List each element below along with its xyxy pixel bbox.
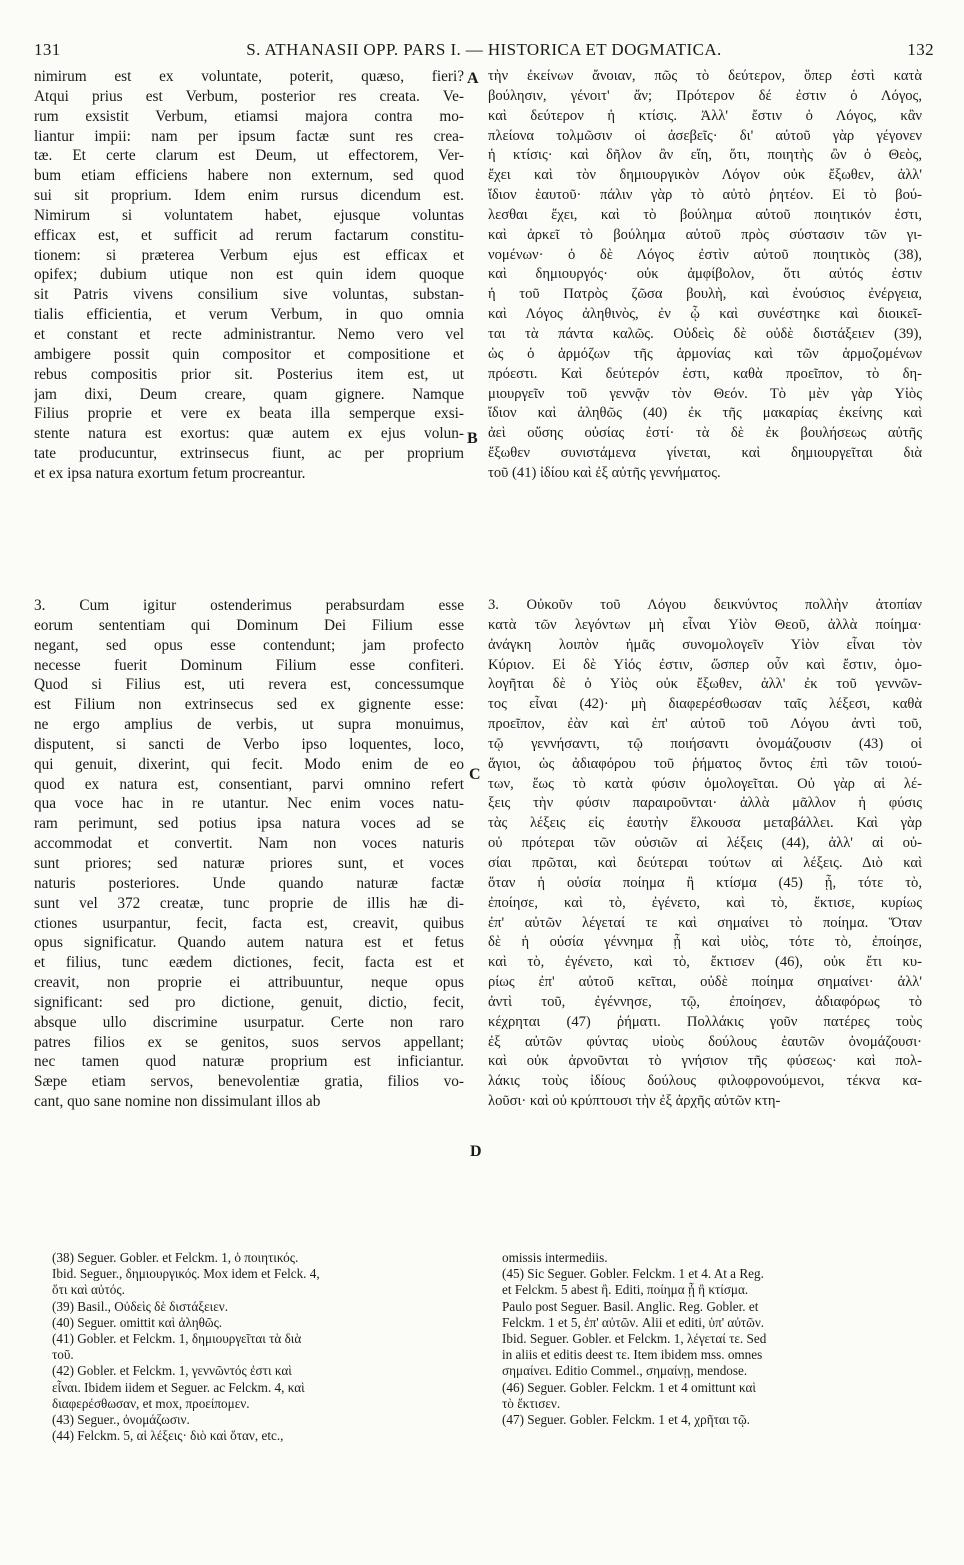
text-line: est Filium non extrinsecus sed ex gignente esse:: [34, 696, 464, 714]
text-line: absque ullo discrimine usurpatur. Certe non raro: [34, 1013, 464, 1031]
margin-letter-a: A: [467, 70, 479, 87]
text-line: πρόεστι. Καὶ δεύτερόν ἐστι, καθὰ προεῖπον, τὸ δη-: [488, 365, 922, 382]
text-line: ἴδιον καὶ ἀληθῶς (40) ἐκ τῆς μακαρίας ἐκείνης καὶ: [488, 405, 922, 422]
text-line: ται τὰ πάντα καλῶς. Οὐδεὶς δὲ οὐδὲ διστάξειεν (39),: [488, 325, 922, 342]
text-line: δὲ ἡ οὐσία γέννημα ᾖ καὶ υἱὸς, τότε τὸ, ἐποίησε,: [488, 934, 922, 951]
text-line: bum etiam efficiens habere non externum, sed quod: [34, 167, 464, 185]
running-title: S. ATHANASII OPP. PARS I. — HISTORICA ET DOGMATICA.: [246, 40, 722, 59]
footnote-line: (42) Gobler. et Felckm. 1, γεννῶντός ἐστι καὶ: [52, 1363, 292, 1379]
text-line: λογῆται δὲ ὁ Υἱὸς οὐκ ἔξωθεν, ἀλλ' ἐκ τοῦ γεννῶν-: [488, 676, 922, 693]
text-line: κατὰ τῶν λεγόντων μὴ εἶναι Υἱὸν Θεοῦ, ἀλλὰ ποίημα·: [488, 616, 922, 633]
text-line: ἔχει καὶ τὸν δημιουργικὸν Λόγον οὐκ ἔξωθεν, ἀλλ': [488, 167, 922, 184]
text-line: οὐ πρότεραι τῶν οὐσιῶν αἱ λέξεις (44), ἀλλ' αἱ οὐ-: [488, 835, 922, 852]
text-line: necesse fuerit Dominum Filium esse confiteri.: [34, 656, 464, 674]
text-line: ἴδιον ἑαυτοῦ· πάλιν γὰρ τὸ αὐτὸ ῥητέον. Εἰ τὸ βού-: [488, 187, 922, 204]
footnote-line: (47) Seguer. Gobler. Felckm. 1 et 4, χρῆται τῷ.: [502, 1411, 750, 1427]
footnote-line: τοῦ.: [52, 1347, 74, 1363]
text-line: significant: sed pro dictione, genuit, dictio, fecit,: [34, 993, 464, 1011]
text-line: ἀντὶ τοῦ, ἐγέννησε, τῷ, ἐποίησεν, ἀδιαφόρως τὸ: [488, 993, 922, 1010]
footnote-line: σημαίνει. Editio Commel., σημαίνῃ, mendose.: [502, 1363, 748, 1379]
text-line: 3. Οὐκοῦν τοῦ Λόγου δεικνύντος πολλὴν ἀτοπίαν: [488, 597, 922, 613]
text-line: Nimirum si voluntatem habet, ejusque voluntas: [34, 206, 464, 224]
text-line: Quod si Filius est, uti revera est, concessumque: [34, 676, 464, 694]
footnote-line: (44) Felckm. 5, αἱ λέξεις· διὸ καὶ ὅταν, etc.,: [52, 1428, 284, 1444]
margin-letter-c: C: [469, 766, 481, 783]
text-line: nec tamen quod naturæ proprium est inficiantur.: [34, 1053, 464, 1071]
text-line: καὶ δημιουργός· οὐκ ἀμφίβολον, ὅτι αὐτός ἐστιν: [488, 266, 922, 283]
text-line: ambigere possit quin compositor et compositione et: [34, 345, 464, 363]
text-line: μιουργεῖν τοῦ γεννᾷν τὸν Θεόν. Τὸ μὲν γὰρ Υἱὸς: [488, 385, 922, 402]
text-line: ὅταν ἡ οὐσία ποίημα ἢ κτίσμα (45) ᾖ, τότε τὸ,: [488, 874, 922, 891]
text-line: naturis posteriores. Unde quando naturæ factæ: [34, 874, 464, 892]
footnote-line: Felckm. 1 et 5, ἐπ' αὐτῶν. Alii et editi, ὑπ' αὐτῶν.: [502, 1314, 765, 1330]
text-line: τῷ γεννήσαντι, τῷ ποιήσαντι ὀνομάζουσιν (43) οἱ: [488, 735, 922, 752]
text-line: et constant et recte administrantur. Nemo vero vel: [34, 325, 464, 343]
page-number-left: 131: [34, 40, 61, 59]
text-line: qua voce hac in re utantur. Nec enim voces natu-: [34, 795, 464, 813]
text-line: rebus compositis prior sit. Posterius item est, ut: [34, 365, 464, 383]
text-line: liantur impii: nam per ipsum factæ sunt res crea-: [34, 127, 464, 145]
text-line: sunt vel 372 creatæ, tunc proprie de illis hæ di-: [34, 894, 464, 912]
text-line: ctiones usurpantur, fecit, facta est, creavit, quibus: [34, 914, 464, 932]
text-line: καὶ Λόγος ἀληθινὸς, ἐν ᾧ καὶ συνέστηκε καὶ διοικεῖ-: [488, 306, 922, 323]
text-line: et filius, tunc eædem dictiones, fecit, facta est et: [34, 954, 464, 972]
text-line: opifex; dubium utique non est quin idem quoque: [34, 266, 464, 284]
text-line: των, ἕως τὸ κατὰ φύσιν ὁμολογεῖται. Οὐ γὰρ αἱ λέ-: [488, 775, 922, 792]
text-line: τος εἶναι (42)· μὴ διαφερέσθωσαν ταῖς λέξεσι, καθὰ: [488, 696, 922, 713]
text-line: disputent, si sancti de Verbo ipso loquentes, loco,: [34, 735, 464, 753]
text-line: ἡ τοῦ Πατρὸς ζῶσα βουλὴ, καὶ ἐνούσιος ἐνέργεια,: [488, 286, 922, 303]
text-line: Sæpe etiam servos, benevolentiæ gratia, filios vo-: [34, 1073, 464, 1091]
text-line: ὡς ὁ ἁρμόζων τῆς ἁρμονίας καὶ τῶν ἁρμοζομένων: [488, 345, 922, 362]
text-line: βούλησιν, γένοιτ' ἄν; Πρότερον δέ ἐστιν ὁ Λόγος,: [488, 87, 922, 104]
greek-column-bottom: [488, 596, 922, 1112]
latin-column-bottom: [34, 596, 464, 1112]
footnote-line: ὅτι καὶ αὐτός.: [52, 1282, 125, 1298]
text-line: jam dixi, Deum creare, quam gignere. Namque: [34, 385, 464, 403]
margin-letter-d: D: [470, 1143, 482, 1160]
text-line: ne ergo amplius de verbis, ut supra monuimus,: [34, 716, 464, 734]
footnote-line: (40) Seguer. omittit καὶ ἀληθῶς.: [52, 1314, 223, 1330]
text-line: σίαι πρῶται, καὶ δεύτεραι τούτων αἱ λέξεις. Διὸ καὶ: [488, 854, 922, 871]
text-line: λάκις τοὺς ἰδίους δούλους φιλοφρονούμενοι, τέκνα κα-: [488, 1073, 922, 1090]
margin-letter-b: B: [467, 430, 478, 447]
text-line: ἐξ αὐτῶν φύντας υἱοὺς δούλους ἑαυτῶν ὀνομάζουσι·: [488, 1033, 922, 1050]
text-line: ρίως ἐπ' αὐτοῦ κεῖται, οὐδὲ ποίημα σημαίνει· ἀλλ': [488, 974, 922, 991]
text-line: τοῦ (41) ἰδίου καὶ ἐξ αὐτῆς γεννήματος.: [488, 464, 721, 481]
footnote-line: (38) Seguer. Gobler. et Felckm. 1, ὁ ποιητικός.: [52, 1250, 299, 1265]
footnote-line: (43) Seguer., ὀνομάζωσιν.: [52, 1411, 190, 1427]
text-line: accommodat et convertit. Nam non voces naturis: [34, 835, 464, 853]
footnote-line: εἶναι. Ibidem iidem et Seguer. ac Felckm. 4, καὶ: [52, 1379, 305, 1395]
footnote-line: omissis intermediis.: [502, 1250, 608, 1265]
footnotes-left: [52, 1250, 470, 1444]
text-line: ἐπ' αὐτῶν λέγεταί τε καὶ σημαίνει τὸ ποίημα. Ὅταν: [488, 914, 922, 931]
text-line: stente natura est exortus: quæ autem ex ejus volun-: [34, 425, 464, 443]
footnote-line: Ibid. Seguer. Gobler. et Felckm. 1, λέγεταί τε. Sed: [502, 1330, 767, 1346]
footnotes-right: [502, 1250, 922, 1428]
text-line: λεσθαι ἔχει, καὶ τὸ βούλημα αὐτοῦ ποιητικόν ἐστι,: [488, 206, 922, 223]
greek-column-top: [488, 67, 922, 484]
text-line: ram perimunt, sed potius ipsa natura voces ad se: [34, 815, 464, 833]
text-line: καὶ ἀρκεῖ τὸ βούλημα αὐτοῦ πρὸς σύστασιν τῶν γι-: [488, 226, 922, 243]
text-line: et ex ipsa natura exortum fetum procreantur.: [34, 464, 306, 482]
text-line: Filius proprie et vere ex beata illa semperque exsi-: [34, 405, 464, 423]
footnote-line: (41) Gobler. et Felckm. 1, δημιουργεῖται τὰ διὰ: [52, 1330, 302, 1346]
text-line: καὶ οὐκ ἀρνοῦνται τὸ γνήσιον τῆς φύσεως· καὶ πολ-: [488, 1053, 922, 1070]
text-line: efficax est, et sufficit ad rerum factarum constitu-: [34, 226, 464, 244]
footnote-line: (46) Seguer. Gobler. Felckm. 1 et 4 omittunt καὶ: [502, 1379, 756, 1395]
text-line: tialis efficientia, et verum Verbum, in quo omnia: [34, 306, 464, 324]
text-line: ἀνάγκη λοιπὸν ἡμᾶς συνομολογεῖν Υἱὸν εἶναι τὸν: [488, 636, 922, 653]
text-line: qui genuit, dixerint, qui fecit. Modo enim de eo: [34, 755, 464, 773]
text-line: tate producuntur, extrinsecus fiunt, ac per proprium: [34, 445, 464, 463]
text-line: Κύριον. Εἰ δὲ Υἱός ἐστιν, ὥσπερ οὖν καὶ ἔστιν, ὁμο-: [488, 656, 922, 673]
page-header: [34, 40, 934, 64]
text-line: sit Patris vivens consilium sive voluntas, substan-: [34, 286, 464, 304]
text-line: opus significatur. Quando autem natura est et fetus: [34, 934, 464, 952]
text-line: rum exsistit Verbum, etiamsi majora contra mo-: [34, 107, 464, 125]
footnote-line: διαφερέσθωσαν, et mox, προείπομεν.: [52, 1395, 250, 1411]
text-line: Atqui prius est Verbum, posterior res creata. Ve-: [34, 87, 464, 105]
text-line: 3. Cum igitur ostenderimus perabsurdam esse: [34, 597, 464, 614]
text-line: cant, quo sane nomine non dissimulant illos ab: [34, 1093, 321, 1111]
footnote-line: Ibid. Seguer., δημιουργικός. Mox idem et Felck. 4,: [52, 1266, 320, 1282]
text-line: ἔξωθεν συνιστάμενα γίνεται, καὶ δημιουργεῖται διὰ: [488, 445, 922, 462]
text-line: ἡ κτίσις· καὶ δῆλον ἂν εἴη, ὅτι, ποιητὴς ὢν ὁ Θεὸς,: [488, 147, 922, 164]
footnote-line: Paulo post Seguer. Basil. Anglic. Reg. Gobler. et: [502, 1298, 759, 1314]
text-line: creavit, non proprie ei attribuuntur, neque opus: [34, 974, 464, 992]
text-line: sunt priores; sed naturæ priores sunt, et voces: [34, 854, 464, 872]
text-line: νομένων· ὁ δὲ Λόγος ἐστὶν αὐτοῦ ποιητικὸς (38),: [488, 246, 922, 263]
footnote-line: (45) Sic Seguer. Gobler. Felckm. 1 et 4. At a Reg.: [502, 1266, 764, 1282]
text-line: tionem: si præterea Verbum ejus est efficax et: [34, 246, 464, 264]
text-line: nimirum est ex voluntate, poterit, quæso, fieri?: [34, 68, 464, 85]
text-line: τὴν ἐκείνων ἄνοιαν, πῶς τὸ δεύτερον, ὅπερ ἐστὶ κατὰ: [488, 68, 922, 84]
text-line: ξεις τὴν φύσιν παραιροῦνται· ἀλλὰ μᾶλλον ἡ φύσις: [488, 795, 922, 812]
text-line: negant, sed opus esse contendunt; jam profecto: [34, 636, 464, 654]
text-line: προεῖπον, ἐὰν καὶ ἐπ' αὐτοῦ τοῦ Λόγου ἀντὶ τοῦ,: [488, 716, 922, 733]
text-line: πλείονα τολμῶσιν οἱ ἀσεβεῖς· δι' αὐτοῦ γὰρ γέγονεν: [488, 127, 922, 144]
latin-column-top: [34, 67, 464, 484]
text-line: patres filios ex se genitos, suos servos appellant;: [34, 1033, 464, 1051]
text-line: λοῦσι· καὶ οὐ κρύπτουσι τὴν ἐξ ἀρχῆς αὐτῶν κτη-: [488, 1093, 781, 1110]
text-line: eorum sententiam qui Dominum Dei Filium esse: [34, 616, 464, 634]
text-line: sui sit proprium. Idem enim rursus dicendum est.: [34, 187, 464, 205]
footnote-line: in aliis et editis deest τε. Item ibidem mss. omnes: [502, 1347, 763, 1363]
text-line: καὶ τὸ, ἐγένετο, καὶ τὸ, ἔκτισεν (46), οὐκ ἔτι κυ-: [488, 954, 922, 971]
text-line: ἐποίησε, καὶ τὸ, ἐγένετο, καὶ τὸ, ἔκτισε, κυρίως: [488, 894, 922, 911]
footnote-line: τὸ ἔκτισεν.: [502, 1395, 561, 1411]
text-line: quod ex natura est, consentiant, parvi omnino refert: [34, 775, 464, 793]
text-line: κέχρηται (47) ῥήματι. Πολλάκις γοῦν πατέρες τοὺς: [488, 1013, 922, 1030]
text-line: τὰς λέξεις εἰς ἑαυτὴν ἕλκουσα μεταβάλλει. Καὶ γὰρ: [488, 815, 922, 832]
footnote-line: et Felckm. 5 abest ἢ. Editi, ποίημα ᾖ ἢ κτίσμα.: [502, 1282, 749, 1298]
page-number-right: 132: [907, 40, 934, 59]
text-line: ἅγιοι, ὡς ἀδιαφόρου τοῦ ῥήματος ὄντος ἐπὶ τῶν τοιού-: [488, 755, 922, 772]
text-line: καὶ δεύτερον ἡ κτίσις. Ἀλλ' ἔστιν ὁ Λόγος, κἂν: [488, 107, 922, 124]
text-line: tæ. Et certe clarum est Deum, ut effectorem, Ver-: [34, 147, 464, 165]
footnote-line: (39) Basil., Οὐδεὶς δὲ διστάξειεν.: [52, 1298, 229, 1314]
text-line: ἀεὶ οὔσης οὐσίας ἐστί· τὰ δὲ ἐκ βουλήσεως αὐτῆς: [488, 425, 922, 442]
